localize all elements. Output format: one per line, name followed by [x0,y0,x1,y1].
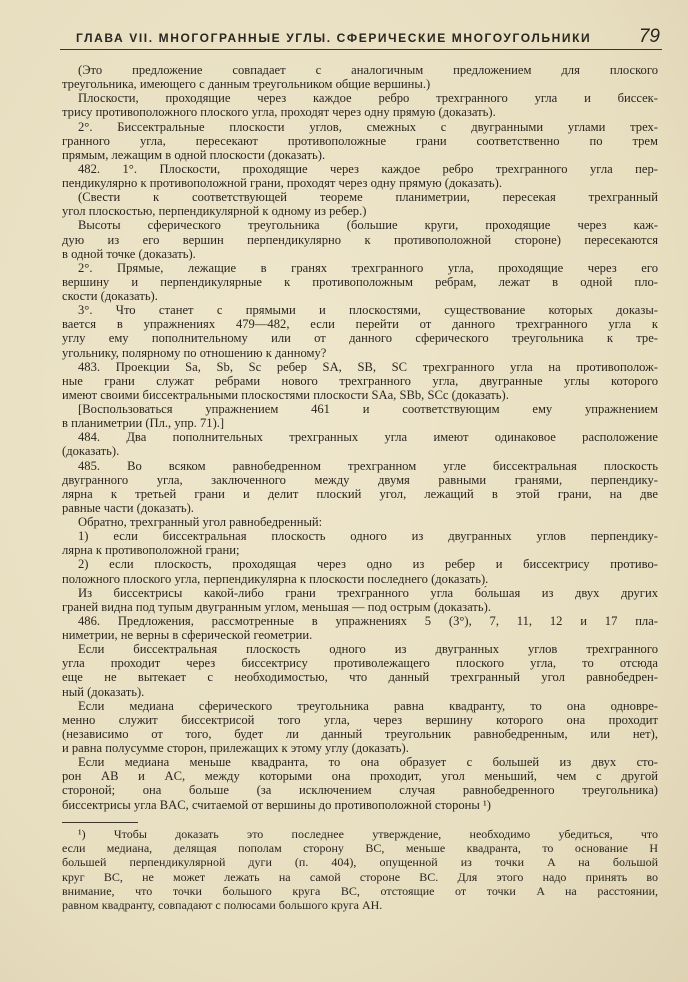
text-line: угол плоскостью, перпендикулярной к одному из ребер.) [62,204,367,219]
header-rule [60,49,662,50]
text-line: трису противоположного плоского угла, проходят через одну прямую (доказать). [62,105,496,120]
paragraph [62,642,658,699]
text-line: 483. Проекции Sa, Sb, Sc ребер SA, SB, SC трехгранного угла на противополож- [78,359,658,374]
text-line: угольнику, полярному по отношению к данному? [62,345,327,360]
text-line: в планиметрии (Пл., упр. 71).] [62,416,225,431]
text-line: 1) если биссектральная плоскость одного из двугранных углов перпендику- [78,529,658,544]
text-line: угла проходит через биссектрису противолежащего плоского угла, то отсюда [62,656,658,671]
text-line: вершину и перпендикулярные к противоположным ребрам, лежат в одной пло- [62,274,658,289]
text-line: ный (доказать). [62,684,145,699]
paragraph [62,120,658,162]
text-line: Высоты сферического треугольника (большие круги, проходящие через каж- [78,218,658,233]
paragraph [62,586,658,614]
text-line: 2°. Прямые, лежащие в гранях трехгранного угла, проходящие через его [78,260,658,275]
paragraph [62,303,658,360]
paragraph [62,699,658,756]
footnote-rule [62,822,138,823]
page-number: 79 [638,26,660,47]
footnote-line: круг BC, не может лежать на самой стороне BC. Для этого надо принять во [62,869,658,884]
text-line: двугранного угла, заключенного между двумя равными гранями, перпендику- [62,472,658,487]
paragraph [62,190,658,218]
text-line: граней видна под тупым двугранным углом, меньшая — под острым (доказать). [62,599,492,614]
text-line: вается в упражнениях 479—482, если перейти от данного трехгранного угла к [62,317,658,332]
text-line: менно служит биссектрисой того угла, через вершину которого она проходит [62,712,658,727]
text-line: Если биссектральная плоскость одного из двугранных углов трехгранного [78,642,658,657]
paragraph [62,261,658,303]
text-line: 486. Предложения, рассмотренные в упражнениях 5 (3°), 7, 11, 12 и 17 пла- [78,613,658,628]
text-line: (Это предложение совпадает с аналогичным предложением для плоского [78,63,658,77]
paragraph [62,63,658,91]
text-line: прямым, лежащим в одной плоскости (доказать). [62,147,326,162]
paragraph [62,430,658,458]
text-line: 485. Во всяком равнобедренном трехгранном угле биссектральная плоскость [78,458,658,473]
text-line: равные части (доказать). [62,500,194,515]
footnote-line: если медиана, делящая пополам сторону BC, меньше квадранта, то основание H [62,841,658,856]
text-line: Из биссектрисы какой-либо грани трехгранного угла бо́льшая из двух других [78,585,658,600]
text-line: [Воспользоваться упражнением 461 и соответствующим ему упражнением [78,402,658,416]
text-line: 484. Два пополнительных трехгранных угла имеют одинаковое расположение [78,430,658,445]
paragraph [62,557,658,585]
text-line: Плоскости, проходящие через каждое ребро трехгранного угла и биссек- [78,91,658,106]
main-text [62,63,658,812]
text-line: в одной точке (доказать). [62,246,196,261]
footnote-line: внимание, что точки большого круга BC, отстоящие от точки A на расстоянии, [62,883,658,898]
footnote [62,827,658,912]
text-line: гранного угла, пересекают противоположные грани соответственно по трем [62,133,658,148]
paragraph [62,218,658,260]
running-header [62,27,660,47]
text-line: скости (доказать). [62,289,158,303]
text-line: (независимо от того, будет ли данный треугольник равнобедренным, или нет), [62,726,658,741]
text-line: 3°. Что станет с прямыми и плоскостями, существование которых доказы- [78,303,658,318]
paragraph [62,515,658,529]
text-line: 2°. Биссектральные плоскости углов, смежных с двугранными углами трех- [78,119,658,134]
text-line: 482. 1°. Плоскости, проходящие через каждое ребро трехгранного угла пер- [78,161,658,176]
text-line: (Свести к соответствующей теореме планиметрии, пересекая трехгранный [78,190,658,205]
paragraph [62,91,658,119]
paragraph [62,459,658,516]
text-line: еще не вытекает с необходимостью, что данный трехгранный угол равнобедрен- [62,670,658,685]
chapter-title: ГЛАВА VII. МНОГОГРАННЫЕ УГЛЫ. СФЕРИЧЕСКИЕ МНОГОУГОЛЬНИКИ [76,31,592,45]
text-line: ниметрии, не верны в сферической геометрии. [62,628,313,642]
footnote-line: равном квадранту, совпадают с полюсами большого круга AH. [62,897,383,912]
text-line: пендикулярно к противоположной грани, проходят через одну прямую (доказать). [62,176,503,190]
text-line: Обратно, трехгранный угол равнобедренный: [78,515,323,529]
text-line: стороной; она больше (за исключением случая равнобедренного треугольника) [62,783,658,798]
text-line: дую из его вершин перпендикулярно к противоположной стороне) пересекаются [62,232,658,247]
footnote-line: ¹) Чтобы доказать это последнее утверждение, необходимо убедиться, что [78,827,658,841]
paragraph [62,402,658,430]
footnote-line: большей перпендикулярной дуги (п. 404), опущенной из точки A на большой [62,855,658,870]
text-line: ные грани служат ребрами нового трехгранного угла, двугранные углы которого [62,373,658,388]
text-line: и равна полусумме сторон, прилежащих к этому углу (доказать). [62,741,409,755]
text-line: углу ему пополнительному или от данного сферического треугольника к тре- [62,331,658,346]
text-line: биссектрисы угла BAC, считаемой от вершины до противоположной стороны ¹) [62,797,492,812]
text-line: имеют своими биссектральными плоскостями плоскости SAa, SBb, SCc (доказать). [62,387,509,402]
text-line: Если медиана меньше квадранта, то она образует с большей из двух сто- [78,755,658,770]
paragraph [62,614,658,642]
text-line: треугольника, имеющего с данным треугольником общие вершины.) [62,77,431,92]
text-line: Если медиана сферического треугольника равна квадранту, то она одновре- [78,698,658,713]
paragraph [62,755,658,812]
paragraph [62,162,658,190]
text-line: лярна к третьей грани и делит плоский угол, лежащий в этой грани, на две [62,486,658,501]
paragraph [62,360,658,402]
text-line: (доказать). [62,444,120,459]
text-line: рон AB и AC, между которыми она проходит, угол меньший, чем с другой [62,769,658,784]
text-line: лярна к противоположной грани; [62,543,240,558]
text-line: 2) если плоскость, проходящая через одно из ребер и биссектрису противо- [78,557,658,572]
text-line: положного плоского угла, перпендикулярна к плоскости последнего (доказать). [62,571,489,586]
paragraph [62,529,658,557]
